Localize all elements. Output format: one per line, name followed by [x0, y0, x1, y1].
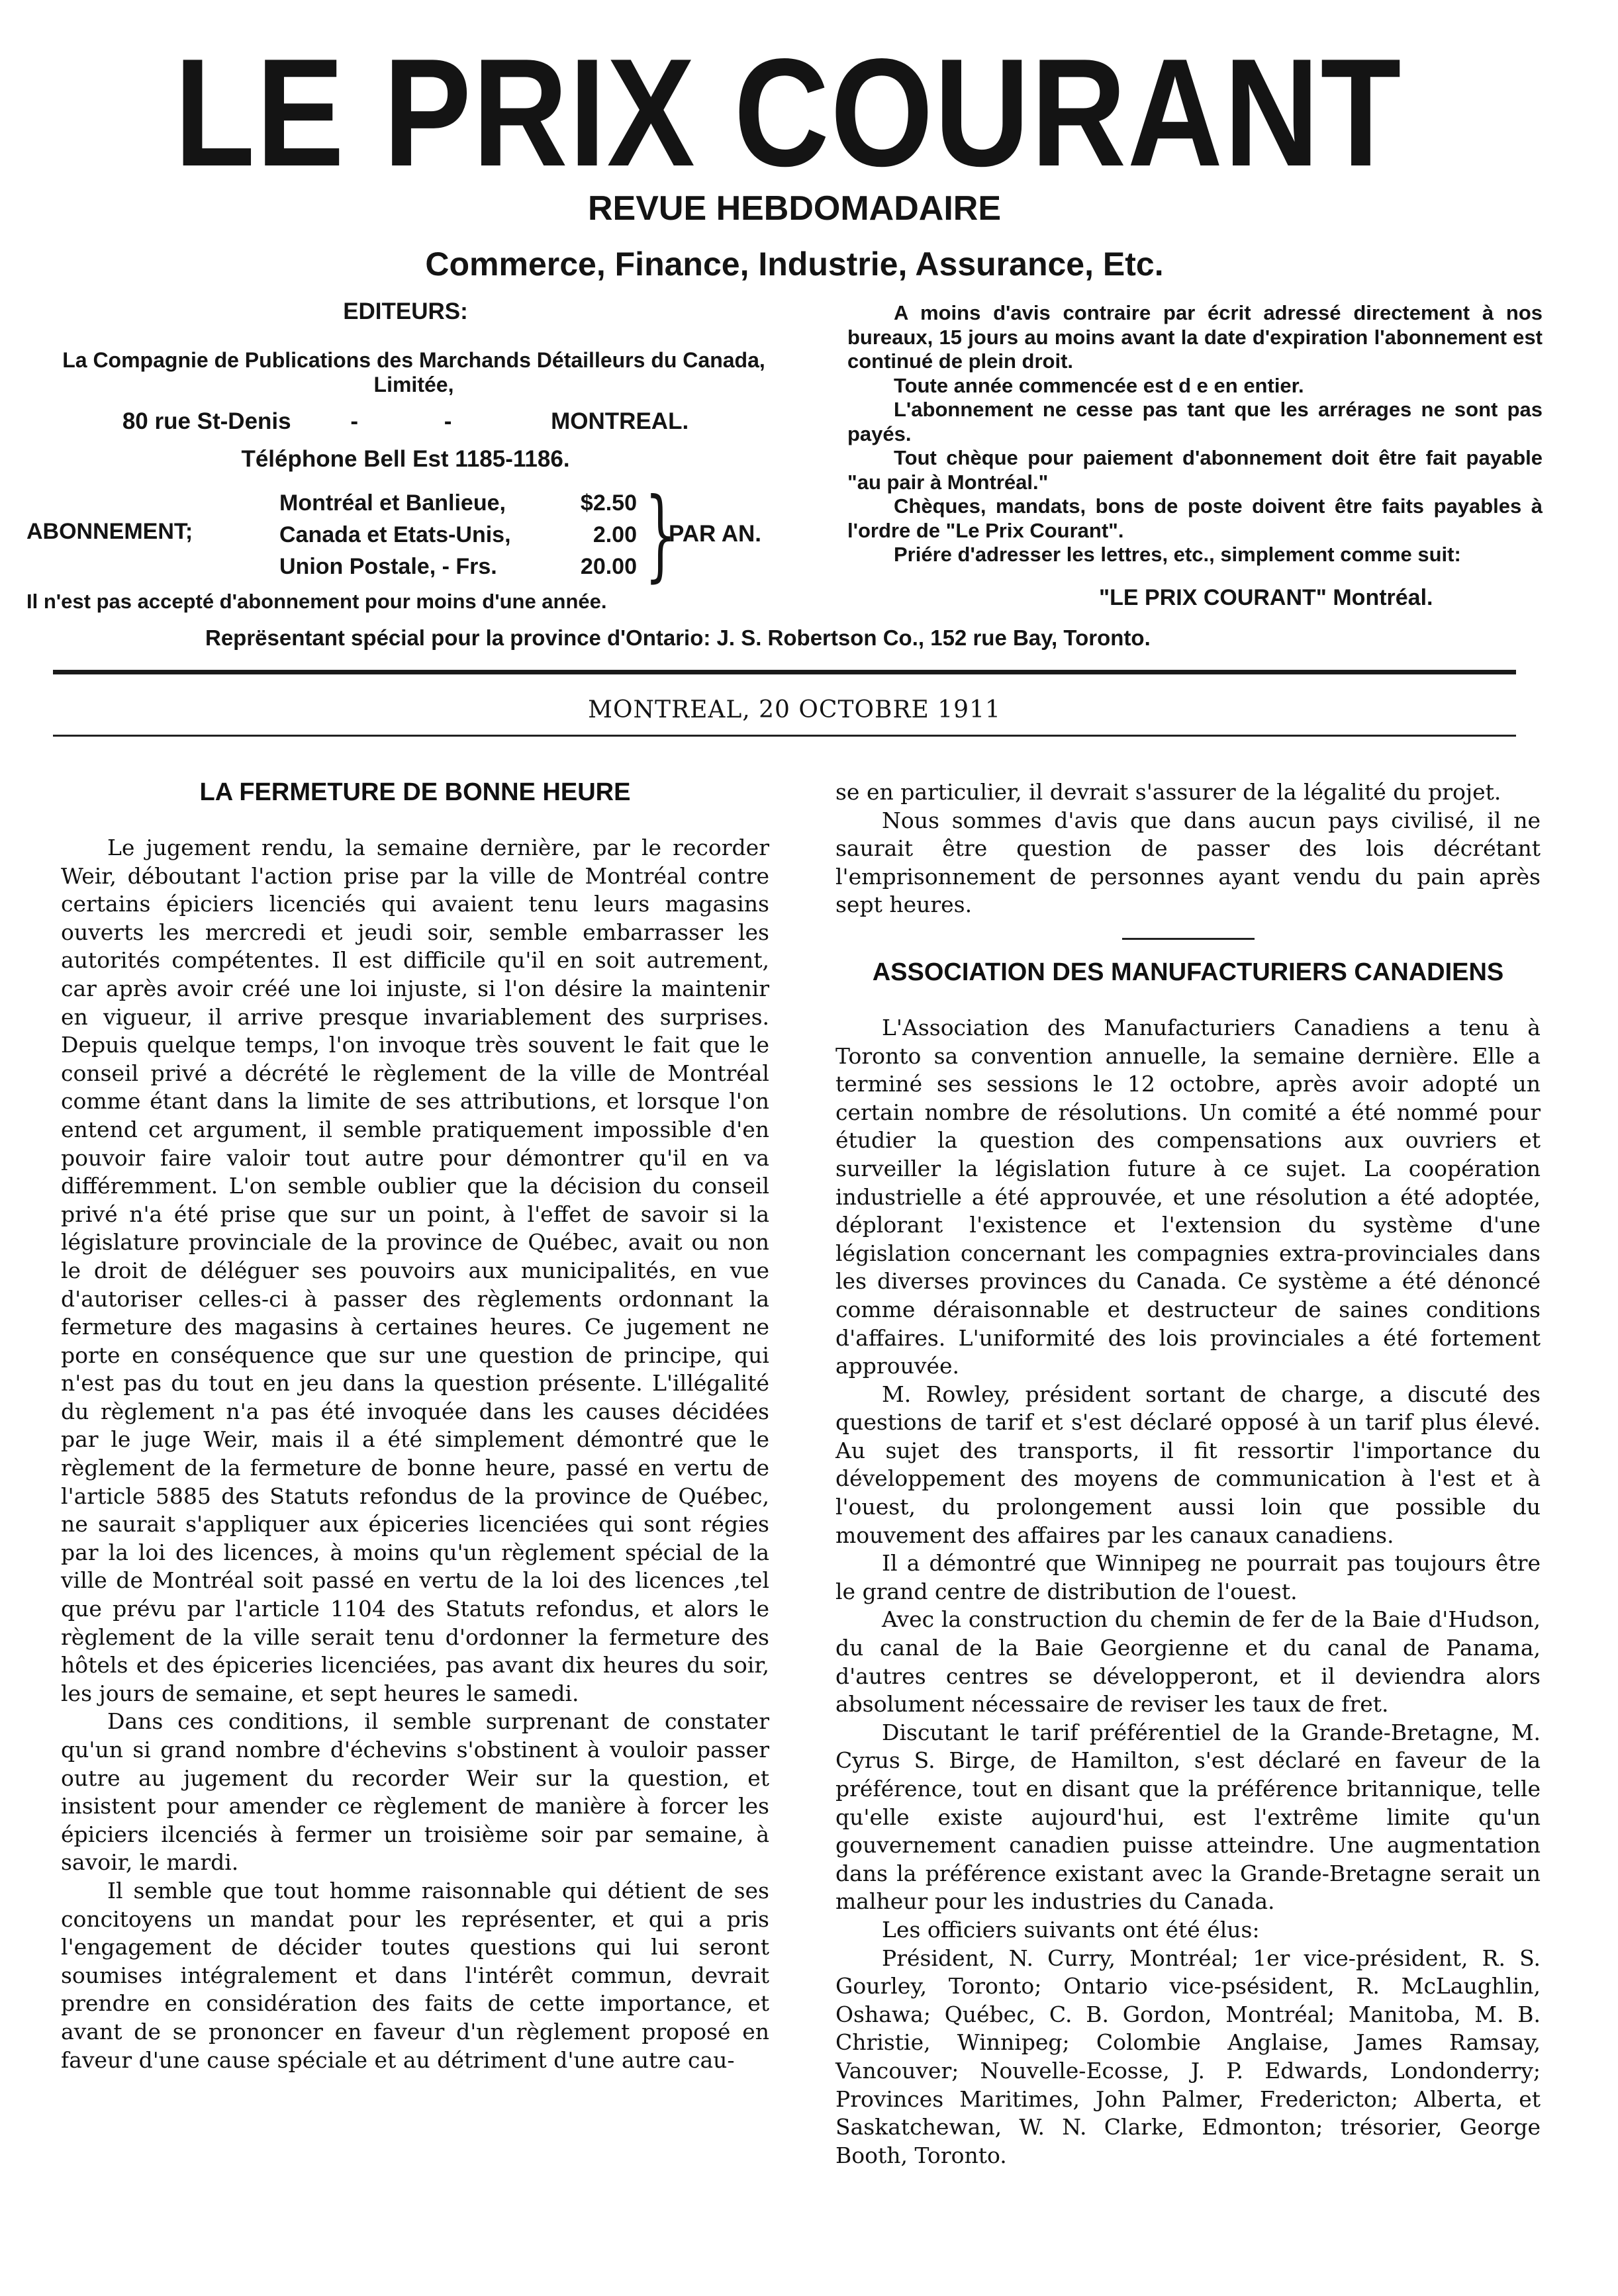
article-paragraph: Il a démontré que Winnipeg ne pourrait pas toujours être le grand centre de distribution de l'ouest. [835, 1550, 1541, 1604]
publisher-street: 80 rue St-Denis [122, 408, 291, 434]
subscription-rates [279, 487, 637, 582]
minimum-subscription-note: Il n'est pas accepté d'abonnement pour moins d'une année. [26, 590, 607, 613]
dateline: MONTREAL, 20 OCTOBRE 1911 [588, 696, 1001, 723]
subscription-terms [847, 301, 1543, 567]
header-rule-thin [53, 735, 1516, 737]
term-text: Chèques, mandats, bons de poste doivent être faits payables à l'ordre de "Le Prix Courant". [847, 494, 1543, 542]
rate-region: Montréal et Banlieue, [279, 490, 506, 516]
publisher-city: MONTREAL. [551, 408, 689, 434]
subscription-label: ABONNEMENT; [26, 519, 193, 544]
rates-brace: } [644, 477, 677, 592]
publisher-phone: Téléphone Bell Est 1185-1186. [241, 446, 570, 472]
per-year-label: PAR AN. [669, 521, 761, 547]
officers-list: Président, N. Curry, Montréal; 1er vice-président, R. S. Gourley, Toronto; Ontario vice-psésident, R. McLaughlin, Oshawa; Québec, C. B. Gordon, Montréal; Manitoba, M. B. Christie, Winnipeg; Colombie Anglaise, James Ramsay, Vancouver; Nouvelle-Ecosse, J. P. Edwards, Londonderry; Provinces Maritimes, John Palmer, Fredericton; Alberta, et Saskatchewan, W. N. Clarke, Edmonton; trésorier, George Booth, Toronto. [835, 1945, 1541, 2168]
rate-region: Canada et Etats-Unis, [279, 522, 511, 547]
term-text: Priére d'adresser les lettres, etc., simplement comme suit: [894, 543, 1461, 566]
header-rule-thick [53, 670, 1516, 674]
ontario-representative: Reprësentant spécial pour la province d'Ontario: J. S. Robertson Co., 152 rue Bay, Toronto. [205, 625, 1151, 650]
rate-price: 20.00 [580, 554, 637, 579]
article-paragraph: Dans ces conditions, il semble surprenant de constater qu'un si grand nombre d'échevins s'obstinent à vouloir passer outre au jugement du recorder Weir sur la question, et insistent pour amender ce règlement de manière à forcer les épiciers ilcenciés à fermer un troisième soir par semaine, à savoir, le mardi. [61, 1708, 769, 1876]
rate-row [279, 519, 637, 551]
term-text: A moins d'avis contraire par écrit adressé directement à nos bureaux, 15 jours au moins avant la date d'expiration l'abonnement est continué de plein droit. [847, 301, 1543, 373]
publisher-company: La Compagnie de Publications des Marchands Détailleurs du Canada, Limitée, [62, 348, 765, 396]
article-paragraph: Nous sommes d'avis que dans aucun pays civilisé, il ne saurait être question de passer des lois décrétant l'emprisonnement de personnes ayant vendu du pain après sept heures. [835, 807, 1541, 918]
editeurs-label: EDITEURS: [343, 298, 468, 324]
left-column [61, 778, 769, 2074]
article-paragraph: Les officiers suivants ont été élus: [882, 1916, 1260, 1943]
publisher-address [0, 409, 811, 434]
article-paragraph: M. Rowley, président sortant de charge, a discuté des questions de tarif et s'est déclaré opposé à un tarif plus élevé. Au sujet des transports, il fit ressortir l'importance du développement des moyens de communication à l'est et à l'ouest, du prolongement aussi loin que possible du mouvement des affaires par les canaux canadiens. [835, 1381, 1541, 1548]
article-heading: ASSOCIATION DES MANUFACTURIERS CANADIENS [872, 958, 1504, 986]
rate-price: 2.00 [593, 522, 637, 547]
address-dots: - - [350, 408, 492, 434]
article-heading: LA FERMETURE DE BONNE HEURE [199, 778, 631, 806]
article-paragraph: Il semble que tout homme raisonnable qui détient de ses concitoyens un mandat pour les représenter, et qui a pris l'engagement de décider toutes questions qui lui seront soumises intégralement et dans l'intérêt commun, devrait prendre en considération des faits de cette importance, et avant de se prononcer en faveur d'un règlement proposé en faveur d'une cause spéciale et au détriment d'une autre cau- [61, 1877, 769, 2073]
rate-row [279, 551, 637, 582]
article-separator [1122, 938, 1255, 940]
rate-region: Union Postale, - Frs. [279, 554, 497, 579]
article-continuation: se en particulier, il devrait s'assurer de la légalité du projet. [835, 779, 1501, 805]
masthead-subtitle: REVUE HEBDOMADAIRE [587, 189, 1002, 228]
contact-name: "LE PRIX COURANT" Montréal. [1099, 585, 1433, 610]
article-paragraph: L'Association des Manufacturiers Canadiens a tenu à Toronto sa convention annuelle, la semaine dernière. Elle a terminé ses sessions le 12 octobre, après avoir adopté un certain nombre de résolutions. Un comité a été nommé pour étudier la question des compensations aux ouvriers et surveiller la législation future à ce sujet. La coopération industrielle a été approuvée, et une résolution a été adoptée, déplorant l'existence et l'extension du système d'une législation concernant les compagnies extra-provinciales dans les diverses provinces du Canada. Ce système a été dénoncé comme déraisonnable et destructeur de saines conditions d'affaires. L'uniformité des lois provinciales a été fortement approuvée. [835, 1014, 1541, 1379]
right-column [835, 778, 1541, 2170]
term-text: L'abonnement ne cesse pas tant que les arrérages ne sont pas payés. [847, 398, 1543, 445]
article-paragraph: Avec la construction du chemin de fer de la Baie d'Hudson, du canal de la Baie Georgienne et du canal de Panama, d'autres centres se développeront, et il deviendra alors absolument nécessaire de reviser les taux de fret. [835, 1606, 1541, 1718]
masthead-tagline: Commerce, Finance, Industrie, Assurance, Etc. [425, 246, 1164, 283]
rate-row [279, 487, 637, 519]
article-paragraph: Le jugement rendu, la semaine dernière, par le recorder Weir, déboutant l'action prise par la ville de Montréal contre certains épiciers licenciés qui avaient tenu leurs magasins ouverts les mercredi et jeudi soir, semble embarrasser les autorités compétentes. Il est difficile qu'il en soit autrement, car après avoir créé une loi injuste, si l'on désire la maintenir en vigueur, il arrive presque invariablement des surprises. Depuis quelque temps, l'on invoque très souvent le fait que le conseil privé a décrété le règlement de la ville de Montréal comme étant dans la limite de ses attributions, et lorsque l'on entend cet argument, il semble pratiquement impossible d'en pouvoir faire valoir tout autre pour démontrer qu'il en va différemment. L'on semble oublier que la décision du conseil privé n'a été prise que sur un point, à l'effet de savoir si la législature provinciale de la province de Québec, avait ou non le droit de déléguer ses pouvoirs aux municipalités, en vue d'autoriser celles-ci à passer des règlements ordonnant la fermeture des magasins à certaines heures. Ce jugement ne porte en conséquence que sur une question de principe, qui n'est pas du tout en jeu dans la question présente. L'illégalité du règlement n'a pas été invoquée dans les causes décidées par le juge Weir, mais il a été simplement démontré que le règlement de la fermeture de bonne heure, passé en vertu de l'article 5885 des Statuts refondus de la province de Québec, ne saurait s'appliquer aux épiceries licenciées qui sont régies par la loi des licences, à moins qu'un règlement spécial de la ville de Montréal soit passé en vertu de la loi des licences ,tel que prévu par l'article 1104 des Statuts refondus, et alors le règlement de la ville serait tenu d'ordonner la fermeture des hôtels et des épiceries licenciées, pas avant dix heures du soir, les jours de semaine, et sept heures le samedi. [61, 835, 769, 1706]
masthead-title: LE PRIX COURANT [174, 27, 1403, 199]
rate-price: $2.50 [580, 490, 637, 516]
term-text: Tout chèque pour paiement d'abonnement doit être fait payable "au pair à Montréal." [847, 446, 1543, 494]
article-paragraph: Discutant le tarif préférentiel de la Grande-Bretagne, M. Cyrus S. Birge, de Hamilton, s'est déclaré en faveur de la préférence, tout en disant que la préférence britannique, telle qu'elle existe aujourd'hui, est l'extrême limite qu'un gouvernement canadien puisse atteindre. Une augmentation dans la préférence existant avec la Grande-Bretagne serait un malheur pour les industries du Canada. [835, 1719, 1541, 1915]
term-text: Toute année commencée est d e en entier. [894, 373, 1304, 397]
